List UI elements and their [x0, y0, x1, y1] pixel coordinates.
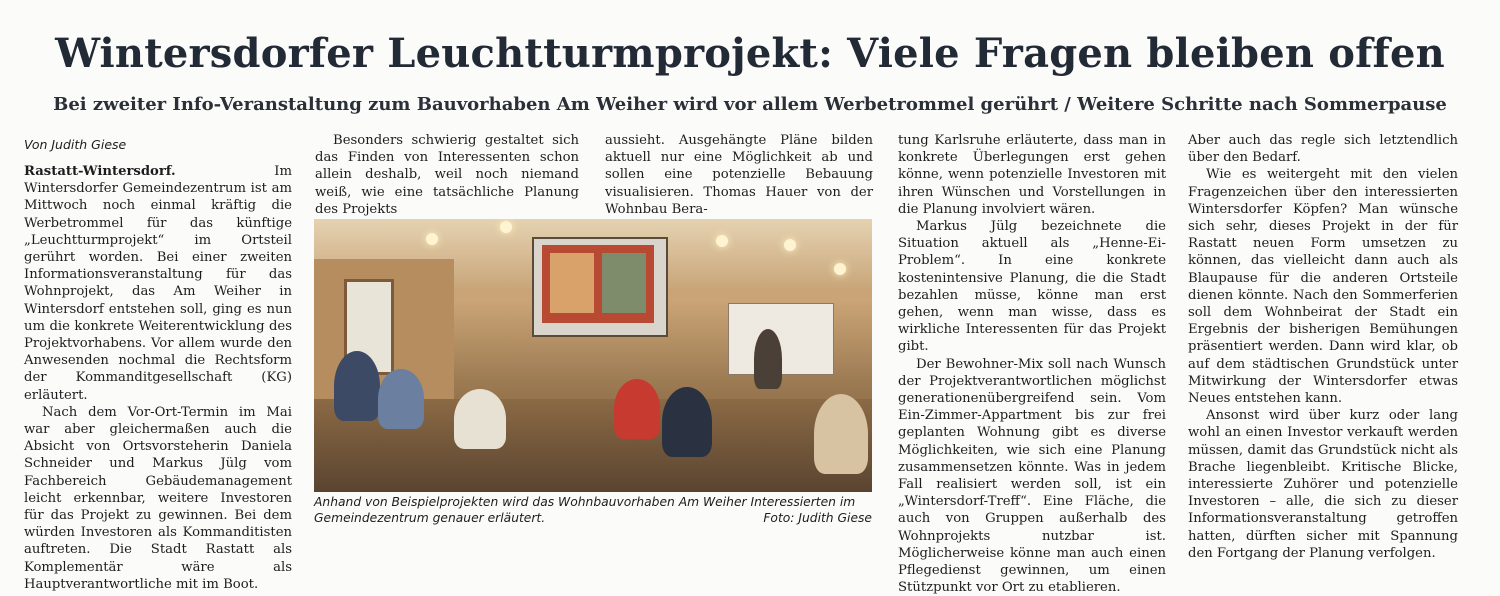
- article-column-3: [605, 132, 873, 218]
- article-column-4: [898, 132, 1166, 596]
- article-column-2: [315, 132, 579, 218]
- paragraph: Markus Jülg bezeichnete die Situation aktuell als „Henne-Ei-Problem“. In eine konkrete kostenintensive Planung, die die Stadt bezahlen müsse, könne man erst gehen, wenn man wisse, dass es wirkliche Interessenten für das Projekt gibt.: [898, 219, 1166, 355]
- event-photo: [314, 219, 872, 492]
- paragraph: Rastatt-Wintersdorf. Im Wintersdorfer Gemeindezentrum ist am Mittwoch noch einmal kräftig die Werbetrommel für das künftige „Leuchtturmprojekt“ im Ortsteil gerührt worden. Bei einer zweiten Informationsveranstaltung für das Wohnprojekt, das Am Weiher in Wintersdorf entstehen soll, ging es nun um die konkrete Weiterentwicklung des Projektvorhabens. Vor allem wurde den Anwesenden nochmal die Rechtsform der Kommanditgesellschaft (KG) erläutert.: [24, 164, 292, 403]
- paragraph: Aber auch das regle sich letztendlich über den Bedarf.: [1188, 133, 1458, 166]
- headline: Wintersdorfer Leuchtturmprojekt: Viele Fragen bleiben offen: [55, 30, 1445, 77]
- article-column-5: [1188, 132, 1458, 562]
- paragraph: aussieht. Ausgehängte Pläne bilden aktuell nur eine Möglichkeit ab und sollen eine potenzielle Bebauung visualisieren. Thomas Hauer von der Wohnbau Bera-: [605, 133, 873, 217]
- paragraph: Der Bewohner-Mix soll nach Wunsch der Projektverantwortlichen möglichst generationenübergreifend sein. Vom Ein-Zimmer-Appartment bis zur frei geplanten Wohnung gibt es diverse Möglichkeiten, wie sich eine Planung zusammensetzen könnte. Was in jedem Fall realisiert werden soll, ist ein „Wintersdorf-Treff“. Eine Fläche, die auch von Gruppen außerhalb des Wohnprojekts nutzbar ist. Möglicherweise könne man auch einen Pflegedienst gewinnen, um einen Stützpunkt vor Ort zu etablieren.: [898, 356, 1166, 596]
- caption-text: Anhand von Beispielprojekten wird das Wohnbauvorhaben Am Weiher Interessierten im Gemeindezentrum genauer erläutert.: [314, 495, 856, 525]
- paragraph: Besonders schwierig gestaltet sich das Finden von Interessenten schon allein deshalb, weil noch niemand weiß, wie eine tatsächliche Planung des Projekts: [315, 133, 579, 217]
- paragraph: Ansonst wird über kurz oder lang wohl an einen Investor verkauft werden müssen, damit das Grundstück nicht als Brache liegenbleibt. Kritische Blicke, interessierte Zuhörer und potenzielle Investoren – alle, die sich zu dieser Informationsveranstaltung getroffen hatten, dürften sicher mit Spannung den Fortgang der Planung verfolgen.: [1188, 408, 1458, 561]
- photo-caption: [314, 494, 872, 526]
- paragraph: tung Karlsruhe erläuterte, dass man in konkrete Überlegungen erst gehen könne, wenn potenzielle Investoren mit ihren Wünschen und Vorstellungen in die Planung involviert wären.: [898, 133, 1166, 217]
- paragraph: Nach dem Vor-Ort-Termin im Mai war aber gleichermaßen auch die Absicht von Ortsvorsteherin Daniela Schneider und Markus Jülg vom Fachbereich Gebäudemanagement leicht erkennbar, weitere Investoren für das Projekt zu gewinnen. Bei dem würden Investoren als Kommanditisten auftreten. Die Stadt Rastatt als Komplementär wäre als Hauptverantwortliche mit im Boot.: [24, 404, 292, 592]
- article-column-1: [24, 136, 292, 593]
- paragraph: Wie es weitergeht mit den vielen Fragenzeichen über den interessierten Wintersdorfer Köpfen? Man wünsche sich sehr, dieses Projekt in der für Rastatt neuen Form umsetzen zu können, das vielleicht dann auch als Blaupause für die anderen Ortsteile dienen könnte. Nach den Sommerferien soll dem Wohnbeirat der Stadt ein Ergebnis der bisherigen Bemühungen präsentiert werden. Dann wird klar, ob auf dem städtischen Grundstück unter Mitwirkung der Wintersdorfer etwas Neues entstehen kann.: [1188, 167, 1458, 407]
- subheadline: Bei zweiter Info-Veranstaltung zum Bauvorhaben Am Weiher wird vor allem Werbetrommel gerührt / Weitere Schritte nach Sommerpause: [53, 94, 1447, 115]
- byline: Von Judith Giese: [24, 137, 127, 152]
- dateline: Rastatt-Wintersdorf.: [24, 164, 176, 179]
- photo-credit: Foto: Judith Giese: [763, 511, 872, 525]
